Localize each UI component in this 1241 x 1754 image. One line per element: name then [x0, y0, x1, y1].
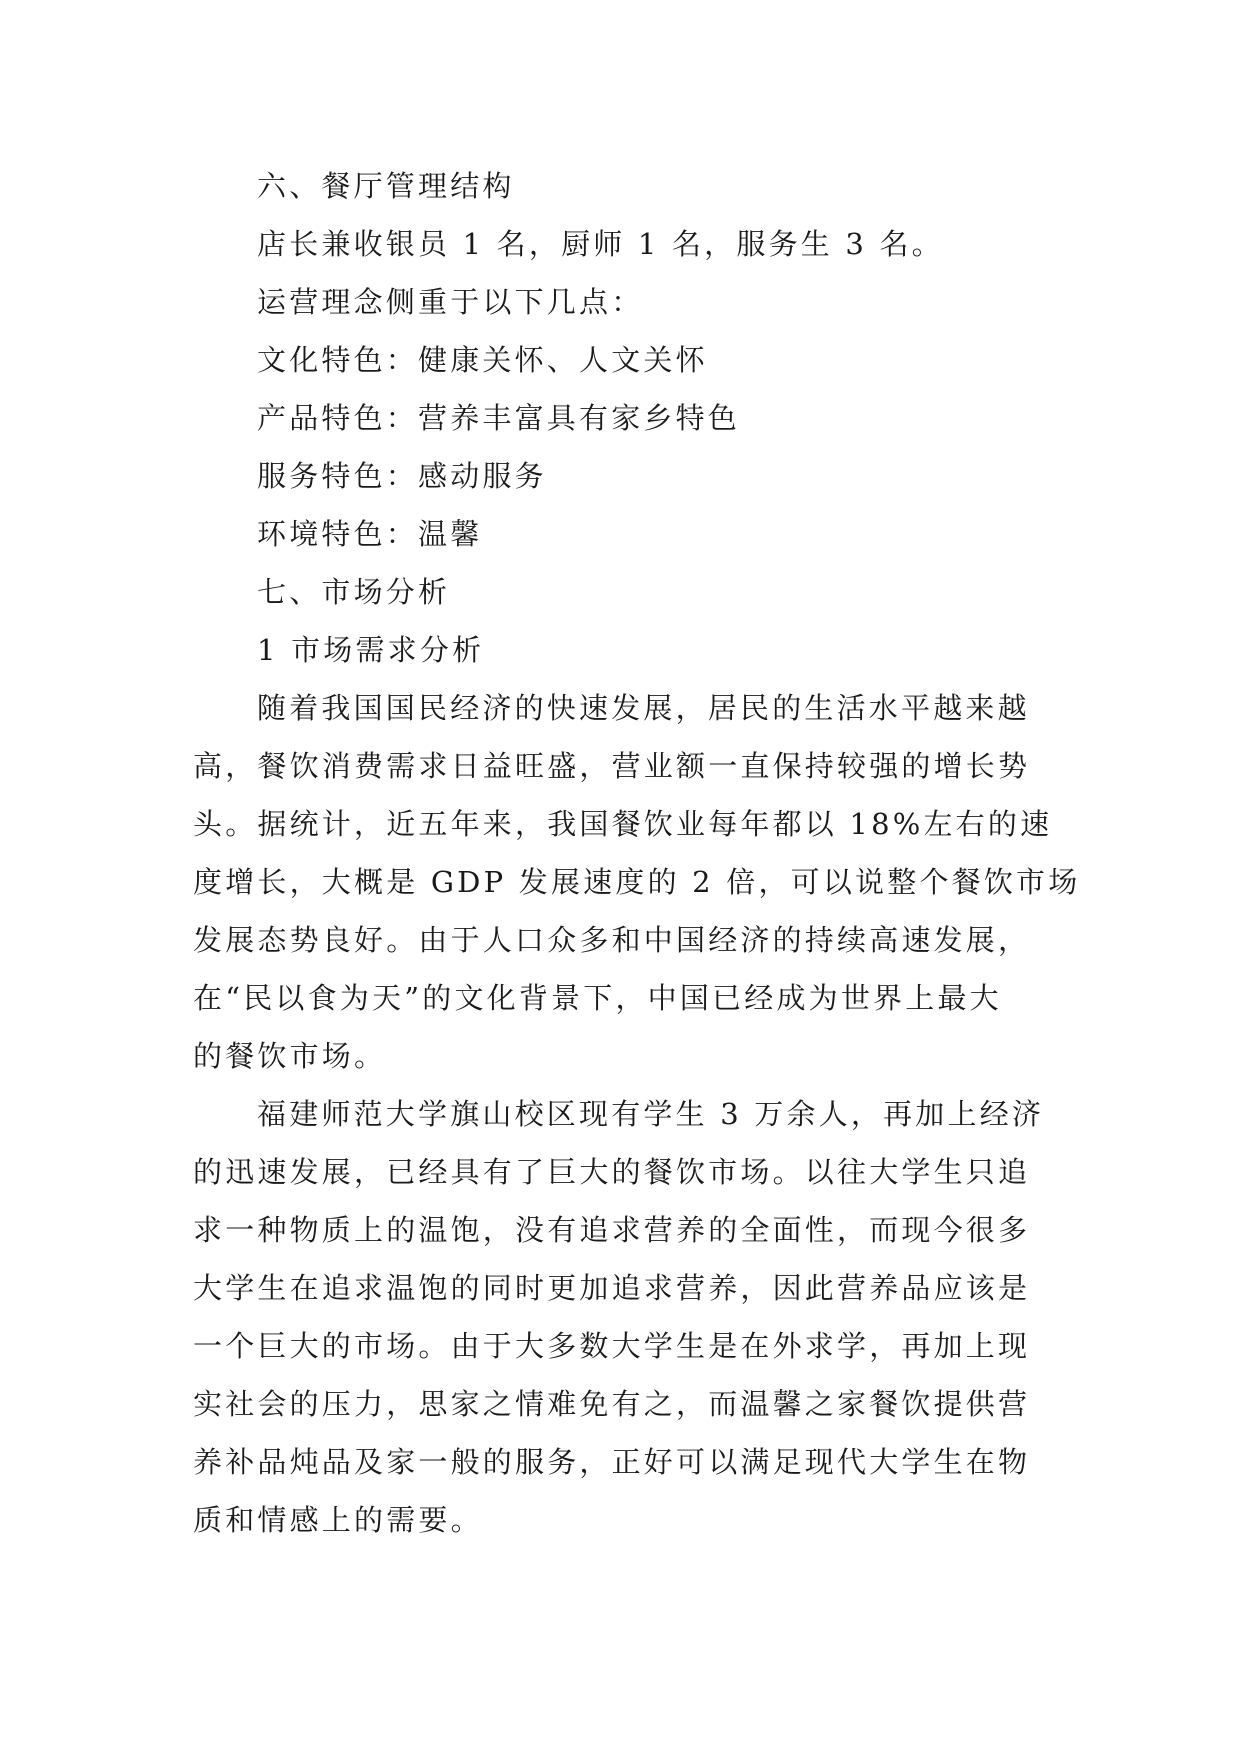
staff-line: 店长兼收银员 1 名，厨师 1 名，服务生 3 名。 [257, 227, 944, 261]
subsection-heading-demand: 1 市场需求分析 [257, 633, 485, 667]
paragraph-line: 福建师范大学旗山校区现有学生 3 万余人，再加上经济 [257, 1097, 1045, 1131]
paragraph-line: 度增长，大概是 GDP 发展速度的 2 倍，可以说整个餐饮市场 [193, 865, 1081, 899]
paragraph-line: 的餐饮市场。 [193, 1039, 387, 1073]
environment-feature: 环境特色：温馨 [257, 517, 483, 551]
section-heading-market: 七、市场分析 [257, 575, 451, 609]
paragraph-line: 发展态势良好。由于人口众多和中国经济的持续高速发展， [193, 923, 1031, 957]
paragraph-line: 在“民以食为天”的文化背景下，中国已经成为世界上最大 [193, 981, 1002, 1015]
document-body [193, 157, 1081, 1549]
paragraph-line: 质和情感上的需要。 [193, 1503, 483, 1537]
culture-feature: 文化特色：健康关怀、人文关怀 [257, 343, 708, 377]
paragraph-campus-market [193, 1085, 1055, 1549]
paragraph-line: 大学生在追求温饱的同时更加追求营养，因此营养品应该是 [193, 1271, 1031, 1305]
paragraph-line: 求一种物质上的温饱，没有追求营养的全面性，而现今很多 [193, 1213, 1031, 1247]
paragraph-line: 头。据统计，近五年来，我国餐饮业每年都以 18%左右的速 [193, 807, 1053, 841]
paragraph-line: 的迅速发展，已经具有了巨大的餐饮市场。以往大学生只追 [193, 1155, 1031, 1189]
paragraph-line: 随着我国国民经济的快速发展，居民的生活水平越来越 [257, 691, 1030, 725]
paragraph-market-growth [193, 679, 1081, 1085]
service-feature: 服务特色：感动服务 [257, 459, 547, 493]
product-feature: 产品特色：营养丰富具有家乡特色 [257, 401, 741, 435]
section-heading-management: 六、餐厅管理结构 [257, 169, 515, 203]
philosophy-intro: 运营理念侧重于以下几点： [257, 285, 644, 319]
paragraph-line: 养补品炖品及家一般的服务，正好可以满足现代大学生在物 [193, 1445, 1031, 1479]
paragraph-line: 一个巨大的市场。由于大多数大学生是在外求学，再加上现 [193, 1329, 1031, 1363]
paragraph-line: 高，餐饮消费需求日益旺盛，营业额一直保持较强的增长势 [193, 749, 1031, 783]
paragraph-line: 实社会的压力，思家之情难免有之，而温馨之家餐饮提供营 [193, 1387, 1031, 1421]
